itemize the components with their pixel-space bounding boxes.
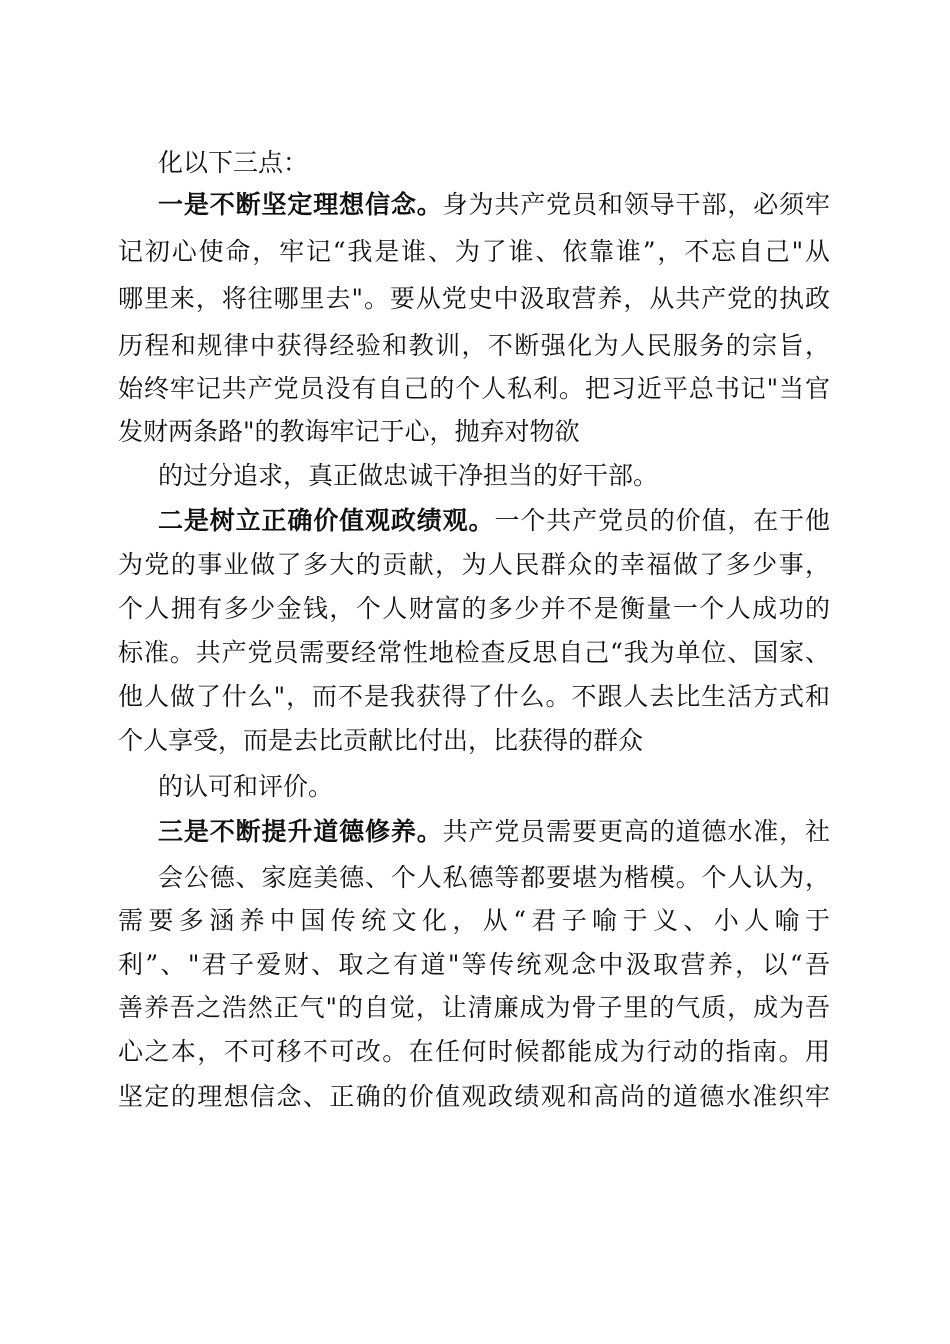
text-line — [118, 721, 830, 761]
line-text: 个人享受，而是去比贡献比付出，比获得的群众 — [118, 726, 644, 755]
text-line — [118, 988, 830, 1028]
paragraph-heading-line — [158, 185, 830, 225]
text-line — [158, 858, 830, 898]
line-text: 哪里来，将往哪里去"。要从党史中汲取营养，从共产党的执政 — [118, 284, 830, 313]
text-line — [118, 901, 830, 941]
text-line — [118, 1077, 830, 1117]
line-text: 心之本，不可移不可改。在任何时候都能成为行动的指南。用 — [118, 1037, 830, 1066]
line-text: 发财两条路"的教诲牢记于心，抛弃对物欲 — [118, 417, 580, 446]
paragraph-heading-line — [158, 812, 830, 852]
line-text: 个人拥有多少金钱，个人财富的多少并不是衡量一个人成功的 — [118, 594, 830, 623]
text-line — [118, 279, 830, 319]
text-line — [118, 369, 830, 409]
line-text: 标准。共产党员需要经常性地检查反思自己“我为单位、国家、 — [118, 638, 830, 667]
line-text: 共产党员需要更高的道德水准，社 — [442, 817, 830, 846]
line-text: 记初心使命，牢记“我是谁、为了谁、依靠谁”，不忘自己"从 — [118, 237, 830, 266]
text-line — [158, 143, 830, 183]
text-line — [118, 589, 830, 629]
text-line — [118, 633, 830, 673]
section-heading-1: 一是不断坚定理想信念。 — [158, 190, 443, 219]
section-heading-2: 二是树立正确价值观政绩观。 — [158, 506, 495, 535]
line-text: 历程和规律中获得经验和教训，不断强化为人民服务的宗旨， — [118, 331, 830, 360]
text-line — [118, 545, 830, 585]
line-text: 始终牢记共产党员没有自己的个人私利。把习近平总书记"当官 — [118, 374, 830, 403]
line-text: 善养吾之浩然正气"的自觉，让清廉成为骨子里的气质，成为吾 — [118, 993, 830, 1022]
text-line — [118, 677, 830, 717]
text-line — [118, 412, 830, 452]
section-heading-3: 三是不断提升道德修养。 — [158, 817, 443, 846]
text-line — [158, 767, 830, 807]
line-text: 利”、"君子爱财、取之有道"等传统观念中汲取营养，以“吾 — [118, 950, 830, 979]
line-text: 的认可和评价。 — [158, 772, 334, 801]
text-line — [118, 945, 830, 985]
text-line — [118, 232, 830, 272]
line-text: 化以下三点： — [158, 148, 309, 177]
line-text: 需要多涵养中国传统文化，从“君子喻于义、小人喻于 — [118, 906, 830, 935]
line-text: 坚定的理想信念、正确的价值观政绩观和高尚的道德水准织牢 — [118, 1082, 830, 1111]
line-text: 为党的事业做了多大的贡献，为人民群众的幸福做了多少事， — [118, 550, 830, 579]
line-text: 的过分追求，真正做忠诚干净担当的好干部。 — [158, 461, 659, 490]
line-text: 一个共产党员的价值，在于他 — [494, 506, 830, 535]
text-line — [118, 1032, 830, 1072]
text-line — [158, 456, 830, 496]
text-line — [118, 326, 830, 366]
line-text: 他人做了什么"，而不是我获得了什么。不跟人去比生活方式和 — [118, 682, 830, 711]
paragraph-heading-line — [158, 501, 830, 541]
line-text: 会公德、家庭美德、个人私德等都要堪为楷模。个人认为， — [158, 863, 830, 892]
line-text: 身为共产党员和领导干部，必须牢 — [442, 190, 830, 219]
